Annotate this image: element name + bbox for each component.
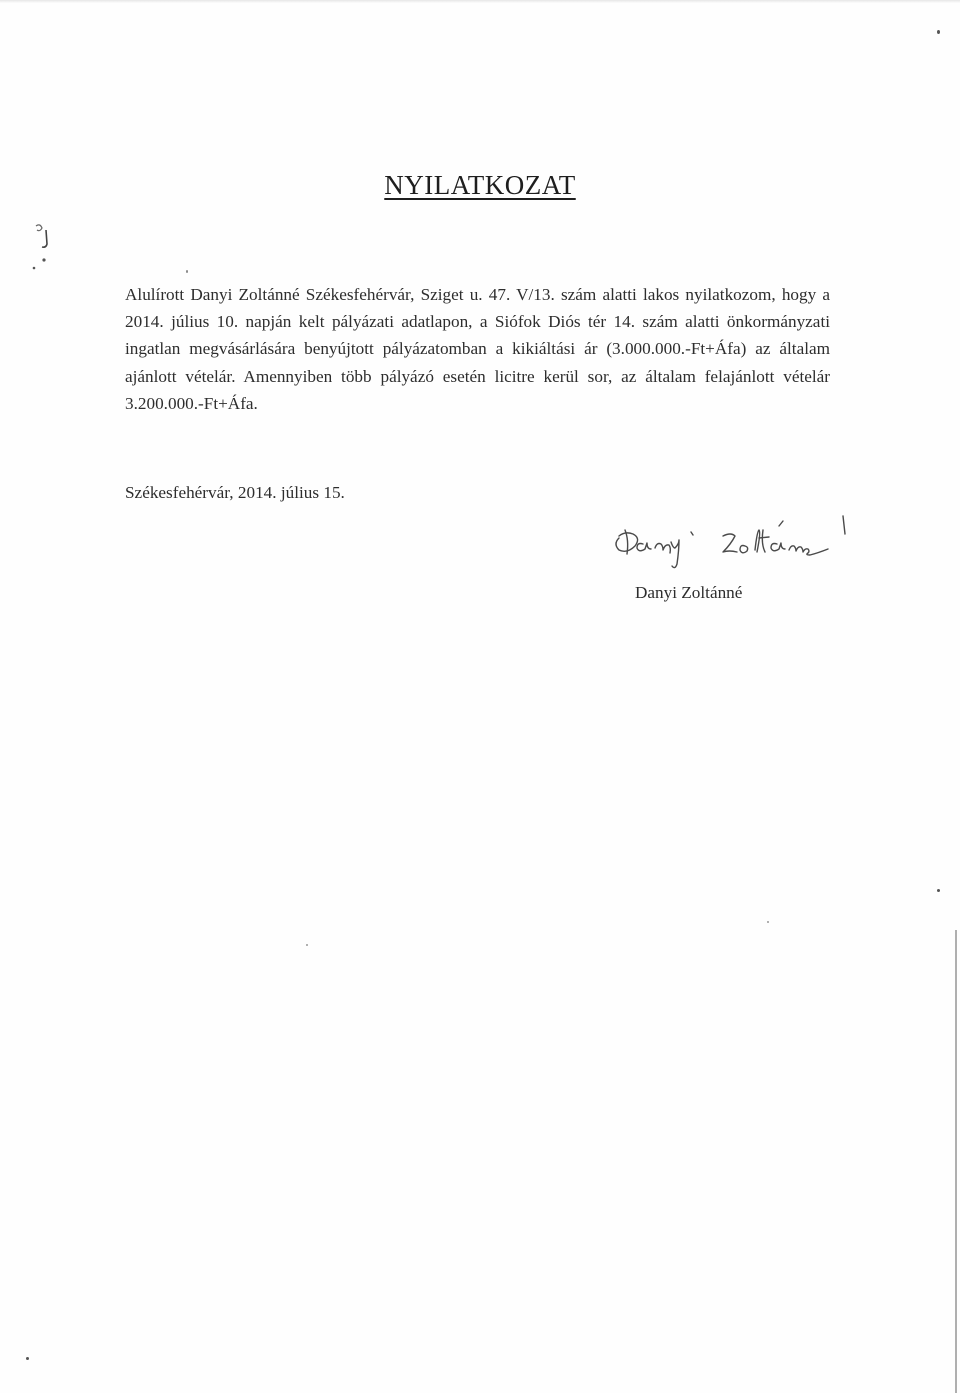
- scan-edge-top: [0, 0, 960, 3]
- place-and-date: Székesfehérvár, 2014. július 15.: [125, 483, 345, 502]
- scan-edge-right: [955, 930, 957, 1393]
- signer-name: Danyi Zoltánné: [635, 583, 743, 602]
- scan-speck: [186, 270, 188, 273]
- scan-speck: [26, 1357, 29, 1360]
- margin-scan-marks: [28, 222, 68, 282]
- scan-speck: [306, 944, 308, 946]
- scan-speck: [937, 889, 940, 892]
- handwritten-signature: [605, 512, 875, 584]
- document-title: NYILATKOZAT: [384, 170, 576, 200]
- scan-speck: [767, 921, 769, 923]
- scan-speck: [937, 30, 940, 34]
- declaration-body: Alulírott Danyi Zoltánné Székesfehérvár, Sziget u. 47. V/13. szám alatti lakos nyilatkozom, hogy a 2014. július 10. napján kelt pályázati adatlapon, a Siófok Diós tér 14. szám alatti önkormányzati ingatlan megvásárlására benyújtott pályázatomban a kikiáltási ár (3.000.000.-Ft+Áfa) az általam ajánlott vételár. Amennyiben több pályázó esetén licitre kerül sor, az általam felajánlott vételár 3.200.000.-Ft+Áfa.: [125, 285, 830, 413]
